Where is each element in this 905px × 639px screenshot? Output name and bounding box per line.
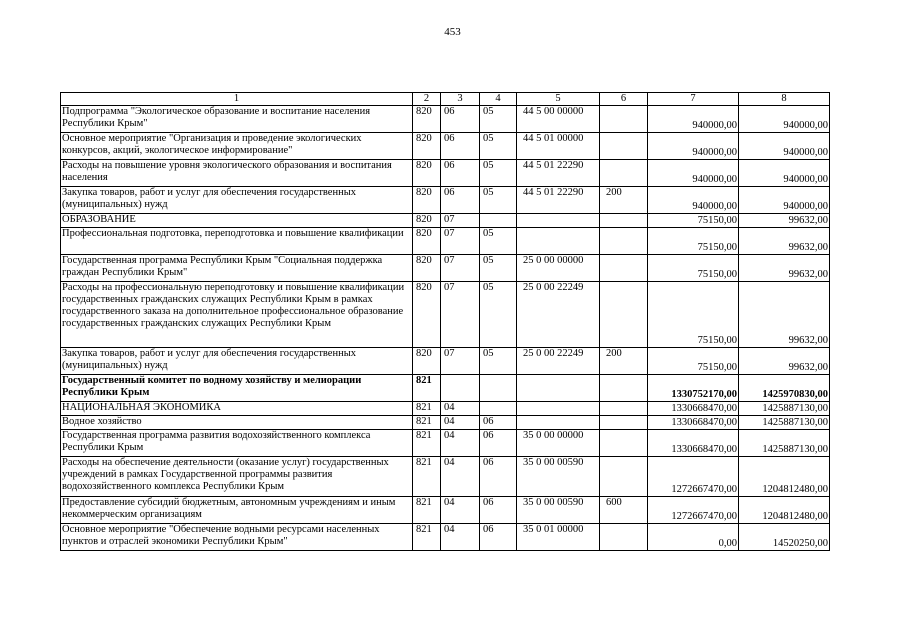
amount-year1-cell: 940000,00 (648, 160, 739, 187)
expense-type-cell (600, 160, 648, 187)
amount-year2-cell: 1204812480,00 (739, 497, 830, 524)
amount-year1-cell: 1330752170,00 (648, 375, 739, 402)
column-header: 3 (441, 93, 480, 106)
subsection-code-cell: 06 (480, 430, 517, 457)
target-article-cell: 35 0 00 00590 (517, 457, 600, 497)
section-code-cell: 06 (441, 106, 480, 133)
subsection-code-cell: 05 (480, 133, 517, 160)
row-name-cell: Закупка товаров, работ и услуг для обеспечения государственных (муниципальных) нужд (61, 348, 413, 375)
target-article-cell (517, 402, 600, 416)
amount-year2-cell: 99632,00 (739, 282, 830, 348)
ministry-code-cell: 820 (413, 133, 441, 160)
expense-type-cell (600, 282, 648, 348)
target-article-cell: 44 5 01 00000 (517, 133, 600, 160)
ministry-code-cell: 821 (413, 430, 441, 457)
section-code-cell: 04 (441, 402, 480, 416)
row-name-cell: Расходы на обеспечение деятельности (оказание услуг) государственных учреждений в рамках Государственной программы развития водохозяйственного комплекса Республики Крым (61, 457, 413, 497)
amount-year2-cell: 1204812480,00 (739, 457, 830, 497)
target-article-cell: 35 0 01 00000 (517, 524, 600, 551)
amount-year1-cell: 940000,00 (648, 133, 739, 160)
target-article-cell: 35 0 00 00000 (517, 430, 600, 457)
expense-type-cell: 200 (600, 348, 648, 375)
expense-type-cell (600, 524, 648, 551)
expense-type-cell (600, 228, 648, 255)
amount-year1-cell: 940000,00 (648, 187, 739, 214)
amount-year1-cell: 75150,00 (648, 348, 739, 375)
amount-year1-cell: 940000,00 (648, 106, 739, 133)
section-code-cell: 06 (441, 187, 480, 214)
target-article-cell: 25 0 00 22249 (517, 348, 600, 375)
amount-year1-cell: 1330668470,00 (648, 402, 739, 416)
amount-year1-cell: 1330668470,00 (648, 416, 739, 430)
table-row (61, 282, 830, 348)
subsection-code-cell (480, 214, 517, 228)
row-name-cell: Основное мероприятие "Организация и проведение экологических конкурсов, акций, экологическое информирование" (61, 133, 413, 160)
ministry-code-cell: 821 (413, 457, 441, 497)
subsection-code-cell (480, 402, 517, 416)
ministry-code-cell: 821 (413, 416, 441, 430)
ministry-code-cell: 820 (413, 255, 441, 282)
row-name-cell: Предоставление субсидий бюджетным, автономным учреждениям и иным некоммерческим организациям (61, 497, 413, 524)
subsection-code-cell: 05 (480, 160, 517, 187)
amount-year2-cell: 940000,00 (739, 160, 830, 187)
row-name-cell: Расходы на повышение уровня экологического образования и воспитания населения (61, 160, 413, 187)
amount-year1-cell: 1330668470,00 (648, 430, 739, 457)
subsection-code-cell: 05 (480, 106, 517, 133)
expense-type-cell (600, 375, 648, 402)
table-row (61, 375, 830, 402)
amount-year1-cell: 1272667470,00 (648, 497, 739, 524)
section-code-cell: 07 (441, 282, 480, 348)
column-header: 7 (648, 93, 739, 106)
table-row (61, 255, 830, 282)
amount-year2-cell: 99632,00 (739, 348, 830, 375)
section-code-cell: 04 (441, 430, 480, 457)
ministry-code-cell: 820 (413, 214, 441, 228)
row-name-cell: Водное хозяйство (61, 416, 413, 430)
column-header: 5 (517, 93, 600, 106)
expense-type-cell (600, 133, 648, 160)
page-number: 453 (444, 26, 461, 38)
table-row (61, 160, 830, 187)
table-header-row (61, 93, 830, 106)
table-row (61, 187, 830, 214)
table-row (61, 106, 830, 133)
expense-type-cell: 200 (600, 187, 648, 214)
expense-type-cell (600, 214, 648, 228)
amount-year2-cell: 940000,00 (739, 187, 830, 214)
subsection-code-cell: 05 (480, 187, 517, 214)
subsection-code-cell: 06 (480, 524, 517, 551)
expense-type-cell (600, 255, 648, 282)
subsection-code-cell: 05 (480, 255, 517, 282)
amount-year2-cell: 1425887130,00 (739, 416, 830, 430)
table-row (61, 430, 830, 457)
amount-year1-cell: 75150,00 (648, 228, 739, 255)
target-article-cell: 44 5 01 22290 (517, 160, 600, 187)
subsection-code-cell: 06 (480, 497, 517, 524)
section-code-cell (441, 375, 480, 402)
table-row (61, 214, 830, 228)
row-name-cell: НАЦИОНАЛЬНАЯ ЭКОНОМИКА (61, 402, 413, 416)
target-article-cell (517, 416, 600, 430)
section-code-cell: 04 (441, 416, 480, 430)
expense-type-cell (600, 106, 648, 133)
section-code-cell: 07 (441, 214, 480, 228)
section-code-cell: 04 (441, 497, 480, 524)
table-row (61, 133, 830, 160)
expense-type-cell (600, 402, 648, 416)
target-article-cell (517, 375, 600, 402)
budget-table (60, 92, 830, 551)
target-article-cell: 44 5 00 00000 (517, 106, 600, 133)
section-code-cell: 06 (441, 160, 480, 187)
column-header: 1 (61, 93, 413, 106)
amount-year2-cell: 1425887130,00 (739, 402, 830, 416)
subsection-code-cell: 06 (480, 457, 517, 497)
amount-year1-cell: 0,00 (648, 524, 739, 551)
row-name-cell: Государственная программа Республики Крым "Социальная поддержка граждан Республики Крым" (61, 255, 413, 282)
amount-year1-cell: 1272667470,00 (648, 457, 739, 497)
table-row (61, 497, 830, 524)
amount-year1-cell: 75150,00 (648, 255, 739, 282)
target-article-cell (517, 228, 600, 255)
subsection-code-cell: 05 (480, 348, 517, 375)
table-row (61, 228, 830, 255)
amount-year2-cell: 99632,00 (739, 214, 830, 228)
amount-year1-cell: 75150,00 (648, 282, 739, 348)
column-header: 2 (413, 93, 441, 106)
amount-year2-cell: 99632,00 (739, 255, 830, 282)
column-header: 4 (480, 93, 517, 106)
row-name-cell: Расходы на профессиональную переподготовку и повышение квалификации государственных гражданских служащих Республики Крым в рамках государственного заказа на дополнительное профессиональное образование государственных гражданских служащих Республики Крым (61, 282, 413, 348)
ministry-code-cell: 820 (413, 228, 441, 255)
row-name-cell: Подпрограмма "Экологическое образование и воспитание населения Республики Крым" (61, 106, 413, 133)
column-header: 6 (600, 93, 648, 106)
amount-year2-cell: 1425970830,00 (739, 375, 830, 402)
target-article-cell: 35 0 00 00590 (517, 497, 600, 524)
section-code-cell: 07 (441, 228, 480, 255)
target-article-cell (517, 214, 600, 228)
ministry-code-cell: 820 (413, 160, 441, 187)
amount-year1-cell: 75150,00 (648, 214, 739, 228)
subsection-code-cell: 05 (480, 282, 517, 348)
column-header: 8 (739, 93, 830, 106)
ministry-code-cell: 820 (413, 282, 441, 348)
expense-type-cell (600, 416, 648, 430)
ministry-code-cell: 821 (413, 524, 441, 551)
table-row (61, 402, 830, 416)
ministry-code-cell: 820 (413, 348, 441, 375)
table-row (61, 524, 830, 551)
amount-year2-cell: 99632,00 (739, 228, 830, 255)
target-article-cell: 44 5 01 22290 (517, 187, 600, 214)
table-row (61, 457, 830, 497)
ministry-code-cell: 821 (413, 402, 441, 416)
section-code-cell: 04 (441, 457, 480, 497)
subsection-code-cell: 05 (480, 228, 517, 255)
ministry-code-cell: 821 (413, 375, 441, 402)
amount-year2-cell: 940000,00 (739, 133, 830, 160)
amount-year2-cell: 14520250,00 (739, 524, 830, 551)
target-article-cell: 25 0 00 00000 (517, 255, 600, 282)
ministry-code-cell: 820 (413, 187, 441, 214)
ministry-code-cell: 821 (413, 497, 441, 524)
target-article-cell: 25 0 00 22249 (517, 282, 600, 348)
row-name-cell: Государственная программа развития водохозяйственного комплекса Республики Крым (61, 430, 413, 457)
row-name-cell: Основное мероприятие "Обеспечение водными ресурсами населенных пунктов и отраслей экономики Республики Крым" (61, 524, 413, 551)
expense-type-cell (600, 457, 648, 497)
ministry-code-cell: 820 (413, 106, 441, 133)
row-name-cell: Государственный комитет по водному хозяйству и мелиорации Республики Крым (61, 375, 413, 402)
row-name-cell: Закупка товаров, работ и услуг для обеспечения государственных (муниципальных) нужд (61, 187, 413, 214)
section-code-cell: 07 (441, 348, 480, 375)
table-row (61, 416, 830, 430)
table-row (61, 348, 830, 375)
amount-year2-cell: 940000,00 (739, 106, 830, 133)
section-code-cell: 07 (441, 255, 480, 282)
expense-type-cell: 600 (600, 497, 648, 524)
section-code-cell: 04 (441, 524, 480, 551)
subsection-code-cell: 06 (480, 416, 517, 430)
section-code-cell: 06 (441, 133, 480, 160)
subsection-code-cell (480, 375, 517, 402)
expense-type-cell (600, 430, 648, 457)
row-name-cell: ОБРАЗОВАНИЕ (61, 214, 413, 228)
row-name-cell: Профессиональная подготовка, переподготовка и повышение квалификации (61, 228, 413, 255)
amount-year2-cell: 1425887130,00 (739, 430, 830, 457)
